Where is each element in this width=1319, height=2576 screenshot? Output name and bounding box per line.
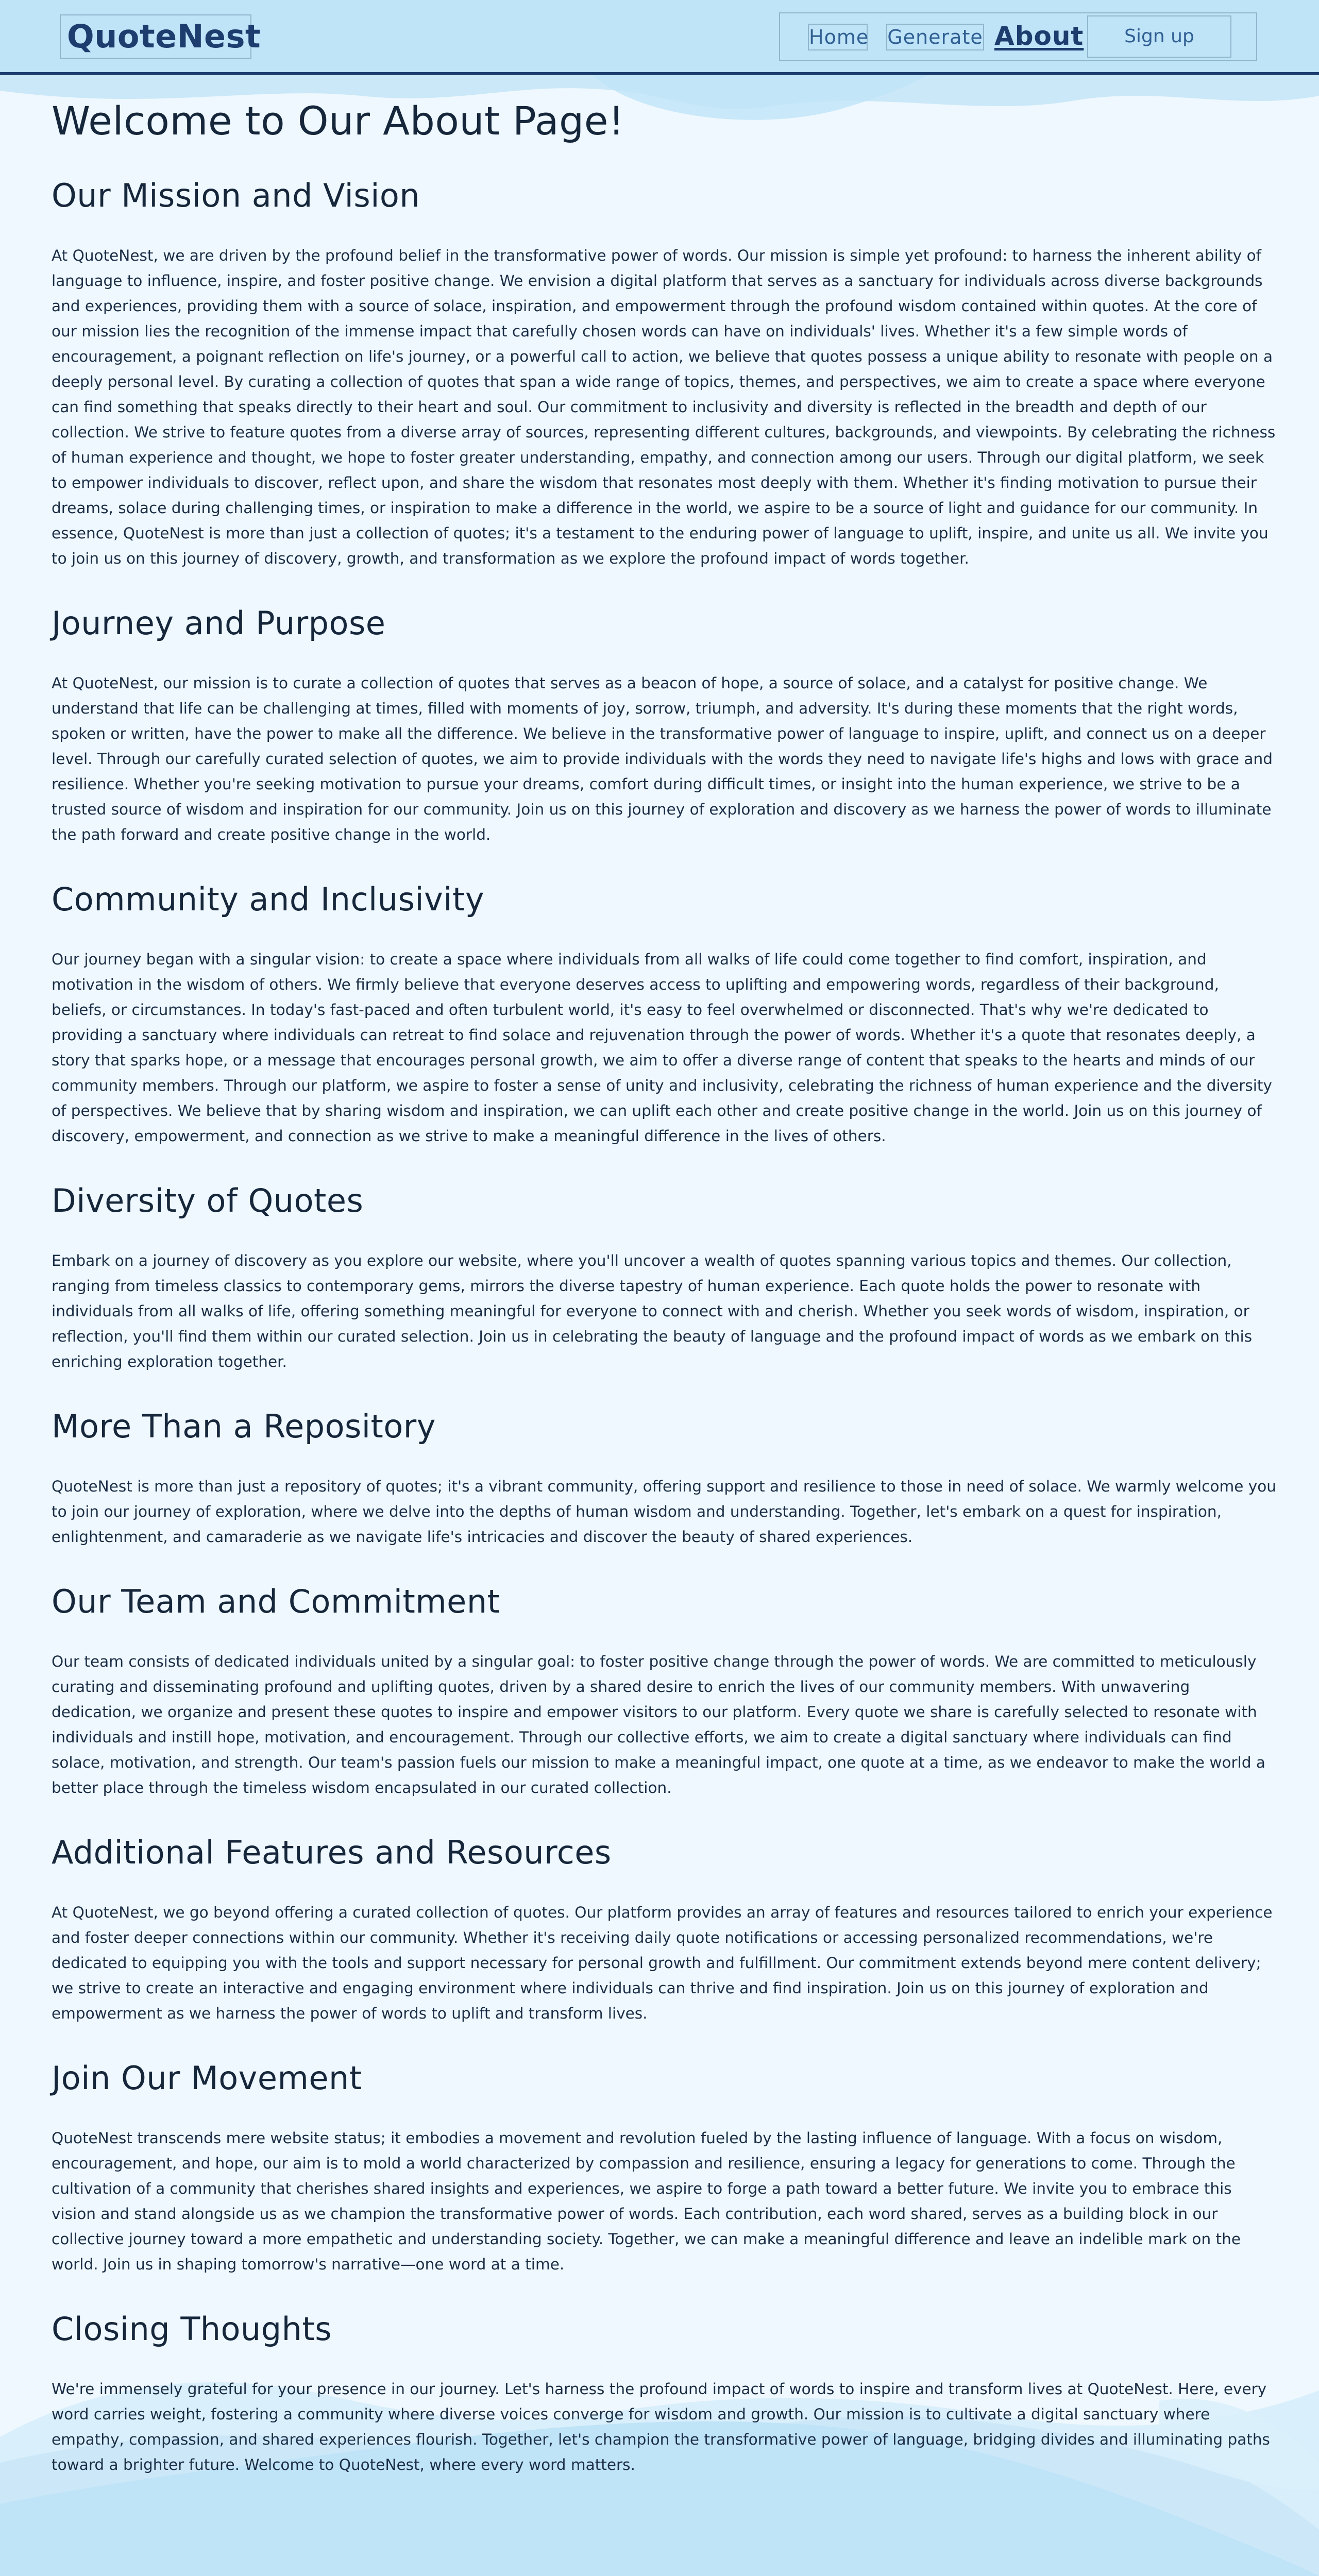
site-logo[interactable]: QuoteNest (60, 14, 251, 59)
top-navbar (0, 0, 1319, 75)
section-body: We're immensely grateful for your presence in our journey. Let's harness the profound impact of words to inspire and transform lives at QuoteNest. Here, every word carries weight, fostering a community where diverse voices converge for wisdom and growth. Our mission is to cultivate a digital sanctuary where empathy, compassion, and shared experiences flourish. Together, let's champion the transformative power of language, bridging divides and illuminating paths toward a brighter future. Welcome to QuoteNest, where every word matters. (52, 2380, 1270, 2473)
section-body: Our team consists of dedicated individuals united by a singular goal: to foster positive change through the power of words. We are committed to meticulously curating and disseminating profound and uplifting quotes, driven by a shared desire to enrich the lives of our community members. With unwavering dedication, we organize and present these quotes to inspire and empower visitors to our platform. Every quote we share is carefully selected to resonate with individuals and instill hope, motivation, and encouragement. Through our collective efforts, we aim to create a digital sanctuary where individuals can find solace, motivation, and strength. Our team's passion fuels our mission to make a meaningful impact, one quote at a time, as we endeavor to make the world a better place through the timeless wisdom encapsulated in our curated collection. (52, 1653, 1265, 1797)
nav-about-link[interactable]: About (994, 21, 1084, 51)
section-heading: Join Our Movement (52, 2059, 362, 2097)
section-heading: Diversity of Quotes (52, 1182, 364, 1219)
section-body: QuoteNest is more than just a repository of quotes; it's a vibrant community, offering support and resilience to those in need of solace. We warmly welcome you to join our journey of exploration, where we delve into the depths of human wisdom and understanding. Together, let's embark on a quest for inspiration, enlightenment, and camaraderie as we navigate life's intricacies and discover the beauty of shared experiences. (52, 1478, 1276, 1546)
section-body: At QuoteNest, we go beyond offering a curated collection of quotes. Our platform provides an array of features and resources tailored to enrich your experience and foster deeper connections within our community. Whether it's receiving daily quote notifications or accessing personalized recommendations, we're dedicated to equipping you with the tools and support necessary for personal growth and fulfillment. Our commitment extends beyond mere content delivery; we strive to create an interactive and engaging environment where individuals can thrive and find inspiration. Join us on this journey of exploration and empowerment as we harness the power of words to uplift and transform lives. (52, 1904, 1273, 2022)
about-content (52, 98, 1278, 2511)
nav-home-link[interactable]: Home (808, 24, 868, 50)
section-repository (52, 1408, 1278, 1550)
nav-generate-link[interactable]: Generate (886, 24, 984, 50)
signup-button[interactable]: Sign up (1087, 15, 1231, 58)
section-diversity (52, 1182, 1278, 1375)
section-body: At QuoteNest, our mission is to curate a collection of quotes that serves as a beacon of hope, a source of solace, and a catalyst for positive change. We understand that life can be challenging at times, filled with moments of joy, sorrow, triumph, and adversity. It's during these moments that the right words, spoken or written, have the power to make all the difference. We believe in the transformative power of language to inspire, uplift, and connect us on a deeper level. Through our carefully curated selection of quotes, we aim to provide individuals with the words they need to navigate life's highs and lows with grace and resilience. Whether you're seeking motivation to pursue your dreams, comfort during difficult times, or insight into the human experience, we strive to be a trusted source of wisdom and inspiration for our community. Join us on this journey of exploration and discovery as we harness the power of words to illuminate the path forward and create positive change in the world. (52, 674, 1273, 843)
section-heading: More Than a Repository (52, 1408, 436, 1445)
section-features (52, 1834, 1278, 2026)
section-body: Embark on a journey of discovery as you explore our website, where you'll uncover a wealth of quotes spanning various topics and themes. Our collection, ranging from timeless classics to contemporary gems, mirrors the diverse tapestry of human experience. Each quote holds the power to resonate with individuals from all walks of life, offering something meaningful for everyone to connect with and cherish. Whether you seek words of wisdom, inspiration, or reflection, you'll find them within our curated selection. Join us in celebrating the beauty of language and the profound impact of words as we embark on this enriching exploration together. (52, 1252, 1253, 1370)
nav-links (779, 12, 1257, 61)
section-mission (52, 177, 1278, 571)
section-body: At QuoteNest, we are driven by the profound belief in the transformative power of words. Our mission is simple yet profound: to harness the inherent ability of language to influence, inspire, and foster positive change. We envision a digital platform that serves as a sanctuary for individuals across diverse backgrounds and experiences, providing them with a source of solace, inspiration, and empowerment through the profound wisdom contained within quotes. At the core of our mission lies the recognition of the immense impact that carefully chosen words can have on individuals' lives. Whether it's a few simple words of encouragement, a poignant reflection on life's journey, or a powerful call to action, we believe that quotes possess a unique ability to resonate with people on a deeply personal level. By curating a collection of quotes that span a wide range of topics, themes, and perspectives, we aim to create a space where everyone can find something that speaks directly to their heart and soul. Our commitment to inclusivity and diversity is reflected in the breadth and depth of our collection. We strive to feature quotes from a diverse array of sources, representing different cultures, backgrounds, and viewpoints. By celebrating the richness of human experience and thought, we hope to foster greater understanding, empathy, and connection among our users. Through our digital platform, we seek to empower individuals to discover, reflect upon, and share the wisdom that resonates most deeply with them. Whether it's finding motivation to pursue their dreams, solace during challenging times, or inspiration to make a difference in the world, we aspire to be a source of light and guidance for our community. In essence, QuoteNest is more than just a collection of quotes; it's a testament to the enduring power of language to uplift, inspire, and unite us all. We invite you to join us on this journey of discovery, growth, and transformation as we explore the profound impact of words together. (52, 247, 1276, 567)
section-heading: Our Mission and Vision (52, 177, 420, 214)
section-heading: Additional Features and Resources (52, 1834, 612, 1871)
section-heading: Closing Thoughts (52, 2310, 332, 2348)
section-body: Our journey began with a singular vision: to create a space where individuals from all walks of life could come together to find comfort, inspiration, and motivation in the wisdom of others. We firmly believe that everyone deserves access to uplifting and empowering words, regardless of their background, beliefs, or circumstances. In today's fast-paced and often turbulent world, it's easy to feel overwhelmed or disconnected. That's why we're dedicated to providing a sanctuary where individuals can retreat to find solace and rejuvenation through the power of words. Whether it's a quote that resonates deeply, a story that sparks hope, or a message that encourages personal growth, we aim to offer a diverse range of content that speaks to the hearts and minds of our community members. Through our platform, we aspire to foster a sense of unity and inclusivity, celebrating the richness of human experience and the diversity of perspectives. We believe that by sharing wisdom and inspiration, we can uplift each other and create positive change in the world. Join us on this journey of discovery, empowerment, and connection as we strive to make a meaningful difference in the lives of others. (52, 951, 1272, 1145)
section-journey (52, 604, 1278, 848)
section-closing (52, 2310, 1278, 2478)
section-body: QuoteNest transcends mere website status; it embodies a movement and revolution fueled by the lasting influence of language. With a focus on wisdom, encouragement, and hope, our aim is to mold a world characterized by compassion and resilience, ensuring a legacy for generations to come. Through the cultivation of a community that cherishes shared insights and experiences, we aspire to forge a path toward a better future. We invite you to embrace this vision and stand alongside us as we champion the transformative power of words. Each contribution, each word shared, serves as a building block in our collective journey toward a more empathetic and understanding society. Together, we can make a meaningful difference and leave an indelible mark on the world. Join us in shaping tomorrow's narrative—one word at a time. (52, 2129, 1241, 2273)
section-heading: Journey and Purpose (52, 604, 386, 642)
section-community (52, 880, 1278, 1149)
section-heading: Community and Inclusivity (52, 880, 485, 918)
section-team (52, 1583, 1278, 1801)
section-movement (52, 2059, 1278, 2277)
section-heading: Our Team and Commitment (52, 1583, 500, 1620)
page-title: Welcome to Our About Page! (52, 98, 624, 144)
